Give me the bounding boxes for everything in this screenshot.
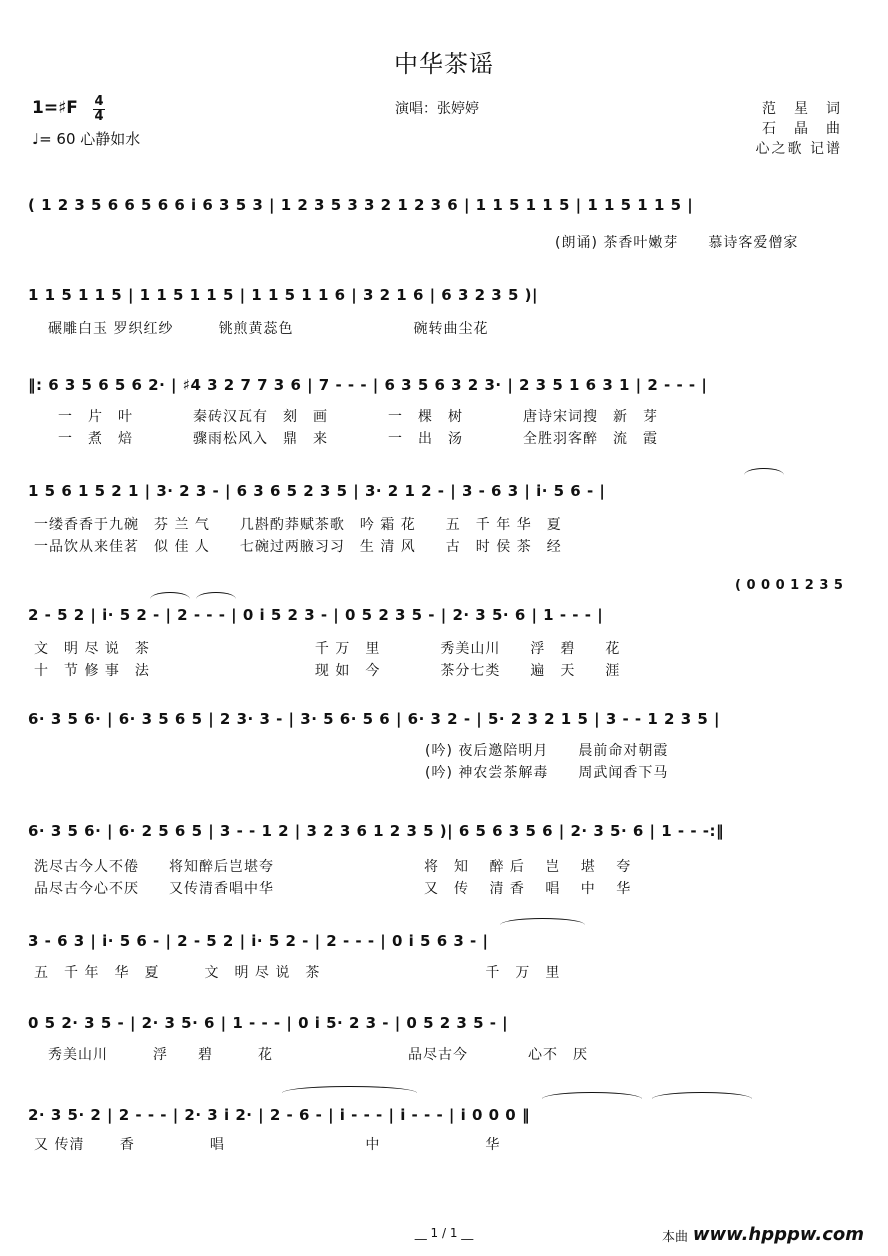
score-system-2: 1 1 5 1 1 5 | 1 1 5 1 1 5 | 1 1 5 1 1 6 | 3 2 1 6 | 6 3 2 3 5 )|	[28, 286, 538, 304]
score-system-1: ( 1 2 3 5 6 6 5 6 6 i 6 3 5 3 | 1 2 3 5 3 3 2 1 2 3 6 | 1 1 5 1 1 5 | 1 1 5 1 1 5 |	[28, 196, 694, 214]
lyric-line-9-1: 秀美山川 浮 碧 花 品尽古今 心不 厌	[48, 1047, 588, 1063]
lyric-line-1-1: (朗诵) 茶香叶嫩芽 慕诗客爱僧家	[555, 235, 799, 251]
lyric-line-10-1: 又 传清 香 唱 中 华	[34, 1137, 501, 1153]
lyric-line-3-1: 一 片 叶 秦砖汉瓦有 刻 画 一 棵 树 唐诗宋词搜 新 芽	[58, 409, 658, 425]
instrumental-intro-note: ( 0 0 0 1 2 3 5	[735, 578, 844, 593]
slur-mark	[542, 1092, 642, 1099]
score-system-7: 6· 3 5 6· | 6· 2 5 6 5 | 3 - - 1 2 | 3 2 3 6 1 2 3 5 )| 6 5 6 3 5 6 | 2· 3 5· 6 | 1 - - -:‖	[28, 822, 725, 840]
slur-mark	[196, 592, 236, 599]
slur-mark	[744, 468, 784, 475]
lyric-line-7-1: 洗尽古今人不倦 将知醉后岂堪夸 将 知 醉 后 岂 堪 夸	[34, 859, 632, 875]
score-system-6: 6· 3 5 6· | 6· 3 5 6 5 | 2 3· 3 - | 3· 5 6· 5 6 | 6· 3 2 - | 5· 2 3 2 1 5 | 3 - - 1 2 3 5 |	[28, 710, 720, 728]
score-system-8: 3 - 6 3 | i· 5 6 - | 2 - 5 2 | i· 5 2 - | 2 - - - | 0 i 5 6 3 - |	[28, 932, 489, 950]
meter-top: 4	[94, 94, 104, 109]
score-system-5: 2 - 5 2 | i· 5 2 - | 2 - - - | 0 i 5 2 3 - | 0 5 2 3 5 - | 2· 3 5· 6 | 1 - - - |	[28, 606, 604, 624]
meter-bottom: 4	[94, 109, 104, 124]
key-signature: 1=♯F	[32, 98, 78, 118]
lyric-line-6-2: (吟) 神农尝茶解毒 周武闻香下马	[425, 765, 669, 781]
composer-credit: 石 晶 曲	[762, 121, 842, 137]
transcriber-credit: 心之歌 记谱	[755, 141, 842, 157]
lyric-line-4-1: 一缕香香于九碗 芬 兰 气 几斟酌莽赋茶歌 吟 霜 花 五 千 年 华 夏	[34, 517, 562, 533]
footer-note: 本曲	[662, 1230, 689, 1245]
lyric-line-8-1: 五 千 年 华 夏 文 明 尽 说 茶 千 万 里	[34, 965, 561, 981]
tempo-marking: ♩= 60 心静如水	[32, 130, 141, 148]
site-watermark: www.hpppw.com	[692, 1224, 864, 1245]
score-system-4: 1 5 6 1 5 2 1 | 3· 2 3 - | 6 3 6 5 2 3 5 | 3· 2 1 2 - | 3 - 6 3 | i· 5 6 - |	[28, 482, 606, 500]
time-signature	[93, 96, 105, 123]
lyric-line-2-1: 碾雕白玉 罗织红纱 铫煎黄蕊色 碗转曲尘花	[48, 321, 489, 337]
page-title: 中华茶谣	[394, 50, 494, 78]
score-system-3: ‖: 6 3 5 6 5 6 2· | ♯4 3 2 7 7 3 6 | 7 - - - | 6 3 5 6 3 2 3· | 2 3 5 1 6 3 1 | 2 - - - |	[28, 376, 708, 394]
lyric-line-4-2: 一品饮从来佳茗 似 佳 人 七碗过两腋习习 生 清 风 古 时 侯 茶 经	[34, 539, 562, 555]
page-number: __ 1 / 1 __	[414, 1226, 474, 1240]
lyric-line-7-2: 品尽古今心不厌 又传清香唱中华 又 传 清 香 唱 中 华	[34, 881, 632, 897]
slur-mark	[150, 592, 190, 599]
slur-mark	[500, 918, 585, 925]
lyric-line-3-2: 一 煮 焙 骤雨松风入 鼎 来 一 出 汤 全胜羽客醉 流 霞	[58, 431, 658, 447]
slur-mark	[652, 1092, 752, 1099]
score-system-10: 2· 3 5· 2 | 2 - - - | 2· 3 i 2· | 2 - 6 - | i - - - | i - - - | i 0 0 0 ‖	[28, 1106, 530, 1124]
singer-credit: 演唱：张婷婷	[395, 101, 479, 117]
lyric-line-5-2: 十 节 修 事 法 现 如 今 茶分七类 遍 天 涯	[34, 663, 621, 679]
score-system-9: 0 5 2· 3 5 - | 2· 3 5· 6 | 1 - - - | 0 i 5· 2 3 - | 0 5 2 3 5 - |	[28, 1014, 509, 1032]
lyricist-credit: 范 星 词	[762, 101, 842, 117]
lyric-line-5-1: 文 明 尽 说 茶 千 万 里 秀美山川 浮 碧 花	[34, 641, 621, 657]
lyric-line-6-1: (吟) 夜后邀陪明月 晨前命对朝霞	[425, 743, 669, 759]
slur-mark	[282, 1086, 417, 1093]
